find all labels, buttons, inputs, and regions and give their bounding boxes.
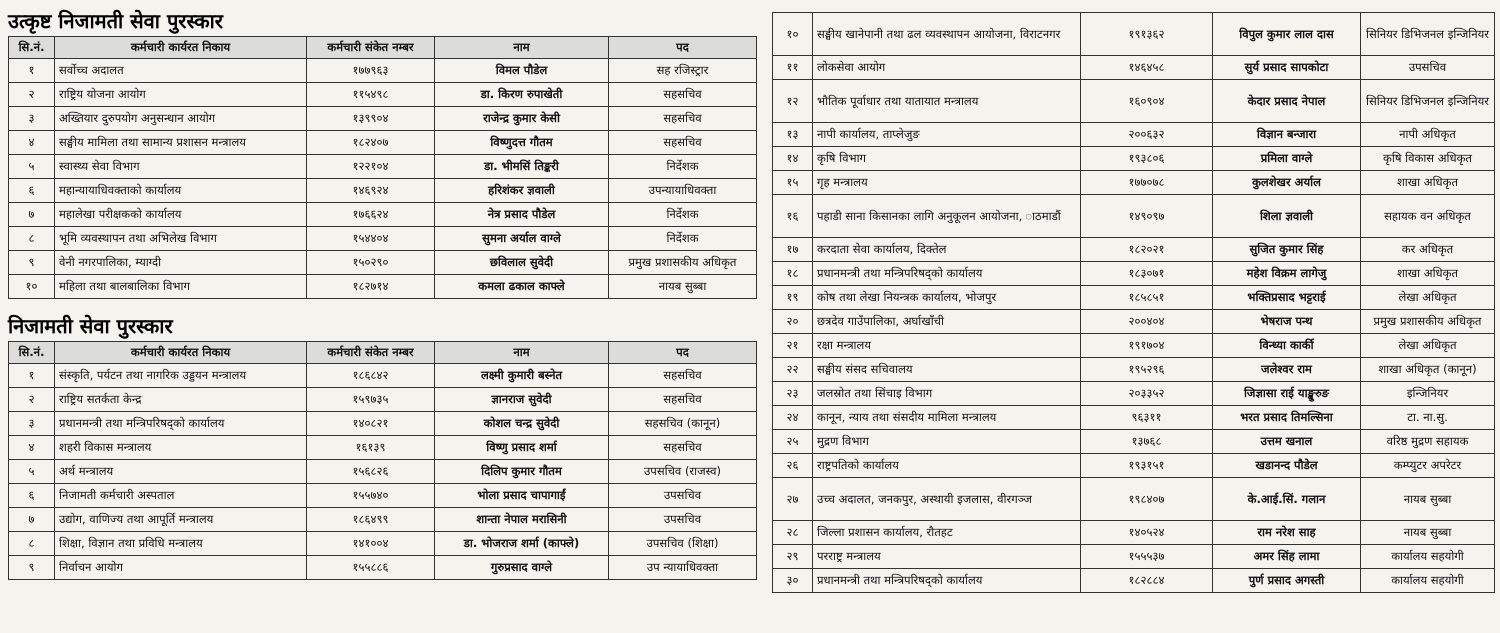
employee-code-cell: १३९९०४ [307, 107, 435, 131]
employee-name-cell: डा. भीमसिं तिङ्करी [435, 155, 609, 179]
employee-code-cell: १८६८४२ [307, 364, 435, 388]
office-cell: महिला तथा बालबालिका विभाग [55, 275, 307, 299]
post-cell: निर्देशक [609, 155, 757, 179]
employee-name-cell: भरत प्रसाद तिमल्सिना [1213, 406, 1361, 430]
table-row [773, 262, 1495, 286]
serial-number-cell: १ [9, 59, 55, 83]
serial-number-cell: १४ [773, 147, 813, 171]
table-row [773, 238, 1495, 262]
employee-name-cell: विज्ञान बन्जारा [1213, 123, 1361, 147]
serial-number-cell: २४ [773, 406, 813, 430]
table-row [9, 508, 757, 532]
employee-name-cell: भेषराज पन्थ [1213, 310, 1361, 334]
table-row [773, 521, 1495, 545]
office-cell: जिल्ला प्रशासन कार्यालय, रौतहट [813, 521, 1081, 545]
post-cell: इन्जिनियर [1361, 382, 1495, 406]
serial-number-cell: ११ [773, 56, 813, 80]
post-cell: नापी अधिकृत [1361, 123, 1495, 147]
post-cell: टा. ना.सु. [1361, 406, 1495, 430]
serial-number-cell: २५ [773, 430, 813, 454]
post-cell: उपसचिव (शिक्षा) [609, 532, 757, 556]
employee-name-cell: कमला ढकाल काफ्ले [435, 275, 609, 299]
header-post: पद [609, 37, 757, 59]
serial-number-cell: ६ [9, 484, 55, 508]
post-cell: सहसचिव [609, 107, 757, 131]
post-cell: सहसचिव [609, 388, 757, 412]
post-cell: कार्यालय सहयोगी [1361, 545, 1495, 569]
post-cell: प्रमुख प्रशासकीय अधिकृत [609, 251, 757, 275]
employee-name-cell: शिला ज्ञवाली [1213, 195, 1361, 238]
office-cell: सङ्घीय खानेपानी तथा ढल व्यवस्थापन आयोजना, विराटनगर [813, 13, 1081, 56]
table-row [9, 83, 757, 107]
post-cell: कम्प्युटर अपरेटर [1361, 454, 1495, 478]
office-cell: पहाडी साना किसानका लागि अनुकूलन आयोजना, ाठमाडौं [813, 195, 1081, 238]
employee-name-cell: लक्ष्मी कुमारी बस्नेत [435, 364, 609, 388]
employee-code-cell: १९५२९६ [1081, 358, 1213, 382]
post-cell: सिनियर डिभिजनल इन्जिनियर [1361, 80, 1495, 123]
table-row [773, 569, 1495, 593]
table-header-row [9, 342, 757, 364]
office-cell: कोष तथा लेखा नियन्त्रक कार्यालय, भोजपुर [813, 286, 1081, 310]
office-cell: छत्रदेव गाउँपालिका, अर्घाखाँची [813, 310, 1081, 334]
post-cell: वरिष्ठ मुद्रण सहायक [1361, 430, 1495, 454]
civil-service-award-table [8, 341, 757, 580]
serial-number-cell: ५ [9, 155, 55, 179]
serial-number-cell: १९ [773, 286, 813, 310]
table-row [9, 251, 757, 275]
office-cell: शहरी विकास मन्त्रालय [55, 436, 307, 460]
table-row [773, 358, 1495, 382]
section-title-civil-service-award: निजामती सेवा पुरस्कार [8, 314, 173, 338]
employee-name-cell: उत्तम खनाल [1213, 430, 1361, 454]
employee-code-cell: १९१७०४ [1081, 334, 1213, 358]
post-cell: सहसचिव [609, 131, 757, 155]
office-cell: महालेखा परीक्षकको कार्यालय [55, 203, 307, 227]
post-cell: उप न्यायाधिवक्ता [609, 556, 757, 580]
office-cell: सर्वोच्च अदालत [55, 59, 307, 83]
office-cell: कानून, न्याय तथा संसदीय मामिला मन्त्रालय [813, 406, 1081, 430]
post-cell: प्रमुख प्रशासकीय अधिकृत [1361, 310, 1495, 334]
office-cell: संस्कृति, पर्यटन तथा नागरिक उड्डयन मन्त्रालय [55, 364, 307, 388]
table-row [9, 364, 757, 388]
table-row [9, 155, 757, 179]
right-column [772, 12, 1494, 593]
employee-code-cell: २००६३२ [1081, 123, 1213, 147]
employee-code-cell: २०३३५२ [1081, 382, 1213, 406]
office-cell: उच्च अदालत, जनकपुर, अस्थायी इजलास, वीरगञ्ज [813, 478, 1081, 521]
post-cell: उपसचिव [609, 508, 757, 532]
office-cell: प्रधानमन्त्री तथा मन्त्रिपरिषद्को कार्यालय [813, 569, 1081, 593]
employee-name-cell: दिलिप कुमार गौतम [435, 460, 609, 484]
employee-name-cell: भोला प्रसाद चापागाईं [435, 484, 609, 508]
serial-number-cell: २२ [773, 358, 813, 382]
civil-service-award-table-continued [772, 12, 1495, 593]
table-row [773, 454, 1495, 478]
office-cell: परराष्ट्र मन्त्रालय [813, 545, 1081, 569]
header-post: पद [609, 342, 757, 364]
employee-code-cell: १४०८२१ [307, 412, 435, 436]
serial-number-cell: १० [9, 275, 55, 299]
post-cell: सहसचिव [609, 83, 757, 107]
employee-code-cell: १५०२९० [307, 251, 435, 275]
post-cell: उपसचिव (राजस्व) [609, 460, 757, 484]
serial-number-cell: १० [773, 13, 813, 56]
table-row [773, 334, 1495, 358]
table-row [9, 388, 757, 412]
office-cell: कृषि विभाग [813, 147, 1081, 171]
employee-code-cell: १७७९६३ [307, 59, 435, 83]
header-name: नाम [435, 342, 609, 364]
employee-code-cell: १३७६८ [1081, 430, 1213, 454]
table-row [9, 179, 757, 203]
employee-name-cell: विपुल कुमार लाल दास [1213, 13, 1361, 56]
office-cell: राष्ट्रपतिको कार्यालय [813, 454, 1081, 478]
employee-code-cell: १९३१५१ [1081, 454, 1213, 478]
employee-code-cell: १८२७१४ [307, 275, 435, 299]
employee-code-cell: १५५५३७ [1081, 545, 1213, 569]
serial-number-cell: ३० [773, 569, 813, 593]
employee-name-cell: ज्ञानराज सुवेदी [435, 388, 609, 412]
table-row [773, 286, 1495, 310]
office-cell: प्रधानमन्त्री तथा मन्त्रिपरिषद्को कार्यालय [55, 412, 307, 436]
employee-name-cell: पुर्ण प्रसाद अगस्ती [1213, 569, 1361, 593]
office-cell: महान्यायाधिवक्ताको कार्यालय [55, 179, 307, 203]
table-row [9, 412, 757, 436]
serial-number-cell: १७ [773, 238, 813, 262]
employee-code-cell: १४६९२४ [307, 179, 435, 203]
table-row [773, 171, 1495, 195]
employee-name-cell: खडानन्द पौडेल [1213, 454, 1361, 478]
table-row [9, 131, 757, 155]
office-cell: स्वास्थ्य सेवा विभाग [55, 155, 307, 179]
office-cell: अख्तियार दुरुपयोग अनुसन्धान आयोग [55, 107, 307, 131]
serial-number-cell: २७ [773, 478, 813, 521]
post-cell: लेखा अधिकृत [1361, 334, 1495, 358]
office-cell: भूमि व्यवस्थापन तथा अभिलेख विभाग [55, 227, 307, 251]
serial-number-cell: २९ [773, 545, 813, 569]
office-cell: निजामती कर्मचारी अस्पताल [55, 484, 307, 508]
post-cell: नायब सुब्बा [1361, 478, 1495, 521]
employee-code-cell: १७७०७८ [1081, 171, 1213, 195]
post-cell: शाखा अधिकृत (कानून) [1361, 358, 1495, 382]
post-cell: शाखा अधिकृत [1361, 262, 1495, 286]
employee-code-cell: २००४०४ [1081, 310, 1213, 334]
header-serial: सि.नं. [9, 37, 55, 59]
office-cell: मुद्रण विभाग [813, 430, 1081, 454]
outstanding-award-table [8, 36, 757, 299]
left-column [8, 6, 756, 580]
serial-number-cell: ४ [9, 131, 55, 155]
employee-code-cell: १५९७३५ [307, 388, 435, 412]
office-cell: सङ्घीय संसद सचिवालय [813, 358, 1081, 382]
serial-number-cell: १ [9, 364, 55, 388]
table-row [773, 147, 1495, 171]
post-cell: सिनियर डिभिजनल इन्जिनियर [1361, 13, 1495, 56]
employee-code-cell: ९६३११ [1081, 406, 1213, 430]
table-row [773, 13, 1495, 56]
employee-code-cell: १९३८०६ [1081, 147, 1213, 171]
employee-code-cell: १८२०२१ [1081, 238, 1213, 262]
employee-code-cell: १९१३६२ [1081, 13, 1213, 56]
employee-name-cell: शान्ता नेपाल मरासिनी [435, 508, 609, 532]
table-row [773, 195, 1495, 238]
office-cell: जलस्रोत तथा सिंचाइ विभाग [813, 382, 1081, 406]
post-cell: उपन्यायाधिवक्ता [609, 179, 757, 203]
employee-code-cell: १५५७४० [307, 484, 435, 508]
serial-number-cell: २ [9, 83, 55, 107]
header-office: कर्मचारी कार्यरत निकाय [55, 342, 307, 364]
table-row [9, 203, 757, 227]
table-row [773, 123, 1495, 147]
office-cell: शिक्षा, विज्ञान तथा प्रविधि मन्त्रालय [55, 532, 307, 556]
post-cell: सहसचिव [609, 436, 757, 460]
table-row [9, 556, 757, 580]
post-cell: सहायक वन अधिकृत [1361, 195, 1495, 238]
section-title-outstanding-award: उत्कृष्ट निजामती सेवा पुरस्कार [8, 9, 223, 33]
post-cell: नायब सुब्बा [1361, 521, 1495, 545]
post-cell: उपसचिव [1361, 56, 1495, 80]
office-cell: नापी कार्यालय, ताप्लेजुङ [813, 123, 1081, 147]
employee-name-cell: गुरुप्रसाद वाग्ले [435, 556, 609, 580]
employee-name-cell: राम नरेश साह [1213, 521, 1361, 545]
employee-name-cell: विष्णुदत्त गौतम [435, 131, 609, 155]
post-cell: कर अधिकृत [1361, 238, 1495, 262]
table-row [773, 406, 1495, 430]
post-cell: कृषि विकास अधिकृत [1361, 147, 1495, 171]
serial-number-cell: ३ [9, 107, 55, 131]
office-cell: लोकसेवा आयोग [813, 56, 1081, 80]
office-cell: उद्योग, वाणिज्य तथा आपूर्ति मन्त्रालय [55, 508, 307, 532]
table-row [9, 107, 757, 131]
employee-name-cell: प्रमिला वाग्ले [1213, 147, 1361, 171]
employee-code-cell: १५५८८६ [307, 556, 435, 580]
table-row [9, 227, 757, 251]
employee-code-cell: १८५८५१ [1081, 286, 1213, 310]
employee-name-cell: नेत्र प्रसाद पौडेल [435, 203, 609, 227]
employee-name-cell: छविलाल सुवेदी [435, 251, 609, 275]
header-office: कर्मचारी कार्यरत निकाय [55, 37, 307, 59]
serial-number-cell: ९ [9, 251, 55, 275]
table-row [9, 460, 757, 484]
table-row [9, 275, 757, 299]
table-header-row [9, 37, 757, 59]
post-cell: नायब सुब्बा [609, 275, 757, 299]
employee-name-cell: राजेन्द्र कुमार केसी [435, 107, 609, 131]
employee-name-cell: विमल पौडेल [435, 59, 609, 83]
employee-code-cell: १६१३९ [307, 436, 435, 460]
employee-code-cell: १६०९०४ [1081, 80, 1213, 123]
serial-number-cell: ४ [9, 436, 55, 460]
office-cell: सङ्घीय मामिला तथा सामान्य प्रशासन मन्त्रालय [55, 131, 307, 155]
table-row [773, 430, 1495, 454]
serial-number-cell: ९ [9, 556, 55, 580]
employee-code-cell: १५६८२६ [307, 460, 435, 484]
serial-number-cell: १५ [773, 171, 813, 195]
office-cell: अर्थ मन्त्रालय [55, 460, 307, 484]
table-row [773, 382, 1495, 406]
table-row [9, 436, 757, 460]
employee-code-cell: १८२४०७ [307, 131, 435, 155]
employee-name-cell: कुलशेखर अर्याल [1213, 171, 1361, 195]
table-row [773, 478, 1495, 521]
post-cell: सहसचिव (कानून) [609, 412, 757, 436]
employee-name-cell: हरिशंकर ज्ञवाली [435, 179, 609, 203]
header-code: कर्मचारी संकेत नम्बर [307, 37, 435, 59]
serial-number-cell: ७ [9, 508, 55, 532]
employee-code-cell: १८३०७१ [1081, 262, 1213, 286]
serial-number-cell: ८ [9, 227, 55, 251]
office-cell: भौतिक पूर्वाधार तथा यातायात मन्त्रालय [813, 80, 1081, 123]
employee-name-cell: भक्तिप्रसाद भट्टराई [1213, 286, 1361, 310]
office-cell: रक्षा मन्त्रालय [813, 334, 1081, 358]
employee-name-cell: के.आई.सिं. गलान [1213, 478, 1361, 521]
table-row [773, 310, 1495, 334]
employee-code-cell: १७६६२४ [307, 203, 435, 227]
header-serial: सि.नं. [9, 342, 55, 364]
post-cell: निर्देशक [609, 227, 757, 251]
serial-number-cell: २८ [773, 521, 813, 545]
serial-number-cell: २६ [773, 454, 813, 478]
employee-name-cell: सुमना अर्याल वाग्ले [435, 227, 609, 251]
office-cell: राष्ट्रिय सतर्कता केन्द्र [55, 388, 307, 412]
employee-name-cell: डा. भोजराज शर्मा (काफ्ले) [435, 532, 609, 556]
serial-number-cell: ५ [9, 460, 55, 484]
serial-number-cell: ७ [9, 203, 55, 227]
employee-code-cell: १४६४५८ [1081, 56, 1213, 80]
employee-code-cell: १२२१०४ [307, 155, 435, 179]
employee-name-cell: सुर्य प्रसाद सापकोटा [1213, 56, 1361, 80]
serial-number-cell: २० [773, 310, 813, 334]
serial-number-cell: १३ [773, 123, 813, 147]
employee-code-cell: ११५४९८ [307, 83, 435, 107]
office-cell: गृह मन्त्रालय [813, 171, 1081, 195]
employee-name-cell: जिज्ञासा राई याङ्खुरुङ [1213, 382, 1361, 406]
office-cell: प्रधानमन्त्री तथा मन्त्रिपरिषद्को कार्यालय [813, 262, 1081, 286]
employee-name-cell: विन्ध्या कार्की [1213, 334, 1361, 358]
employee-name-cell: डा. किरण रुपाखेती [435, 83, 609, 107]
serial-number-cell: १८ [773, 262, 813, 286]
office-cell: राष्ट्रिय योजना आयोग [55, 83, 307, 107]
employee-name-cell: जलेश्वर राम [1213, 358, 1361, 382]
employee-name-cell: कोशल चन्द्र सुवेदी [435, 412, 609, 436]
table-row [9, 532, 757, 556]
office-cell: निर्वाचन आयोग [55, 556, 307, 580]
employee-name-cell: केदार प्रसाद नेपाल [1213, 80, 1361, 123]
employee-code-cell: १४१००४ [307, 532, 435, 556]
table-row [773, 56, 1495, 80]
header-code: कर्मचारी संकेत नम्बर [307, 342, 435, 364]
employee-name-cell: सुजित कुमार सिंह [1213, 238, 1361, 262]
employee-name-cell: महेश विक्रम लागेजु [1213, 262, 1361, 286]
employee-name-cell: विष्णु प्रसाद शर्मा [435, 436, 609, 460]
post-cell: सहसचिव [609, 364, 757, 388]
post-cell: लेखा अधिकृत [1361, 286, 1495, 310]
post-cell: उपसचिव [609, 484, 757, 508]
employee-code-cell: १८६४९९ [307, 508, 435, 532]
employee-code-cell: १८२८८४ [1081, 569, 1213, 593]
header-name: नाम [435, 37, 609, 59]
employee-code-cell: १४०५२४ [1081, 521, 1213, 545]
serial-number-cell: २१ [773, 334, 813, 358]
post-cell: कार्यालय सहयोगी [1361, 569, 1495, 593]
employee-code-cell: १९८४०७ [1081, 478, 1213, 521]
table-row [9, 59, 757, 83]
table-row [773, 80, 1495, 123]
serial-number-cell: ६ [9, 179, 55, 203]
serial-number-cell: ८ [9, 532, 55, 556]
employee-code-cell: १४९०९७ [1081, 195, 1213, 238]
post-cell: शाखा अधिकृत [1361, 171, 1495, 195]
serial-number-cell: २ [9, 388, 55, 412]
employee-code-cell: १५४४०४ [307, 227, 435, 251]
serial-number-cell: २३ [773, 382, 813, 406]
post-cell: सह रजिस्ट्रार [609, 59, 757, 83]
office-cell: वेनी नगरपालिका, म्याग्दी [55, 251, 307, 275]
table-row [773, 545, 1495, 569]
serial-number-cell: १६ [773, 195, 813, 238]
table-row [9, 484, 757, 508]
office-cell: करदाता सेवा कार्यालय, दिक्तेल [813, 238, 1081, 262]
post-cell: निर्देशक [609, 203, 757, 227]
serial-number-cell: ३ [9, 412, 55, 436]
serial-number-cell: १२ [773, 80, 813, 123]
employee-name-cell: अमर सिंह लामा [1213, 545, 1361, 569]
